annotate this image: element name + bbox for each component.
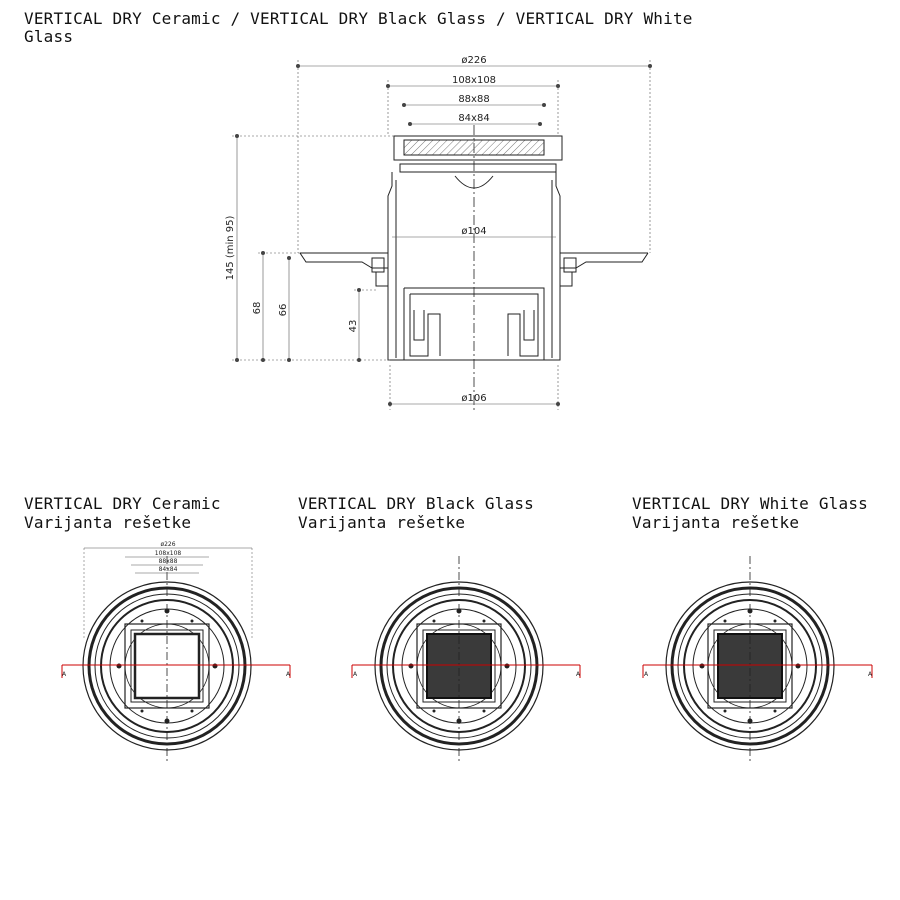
v1-dim-d226: ø226 [160,541,176,548]
variant-caption-black-glass [298,494,534,532]
flange-left [300,253,388,268]
cross-section-view [300,125,648,410]
top-view-white-glass [666,556,834,762]
dim-d106: ø106 [461,393,487,404]
dim-108: 108x108 [451,75,497,86]
section-marker-a: A [62,671,67,678]
variant-name: VERTICAL DRY Ceramic [24,494,221,513]
variant-name: VERTICAL DRY Black Glass [298,494,534,513]
section-marker-a: A [576,671,581,678]
variant-subtitle: Varijanta rešetke [632,513,800,532]
variant-caption-white-glass [632,494,868,532]
dim-84: 84x84 [458,113,490,124]
grate-tile [404,140,544,155]
flange-right [560,253,648,268]
section-marker-a: A [353,671,358,678]
section-marker-a: A [868,671,873,678]
dim-d226: ø226 [461,55,487,66]
grate-support [400,164,556,172]
variant-name: VERTICAL DRY White Glass [632,494,868,513]
dim-145: 145 (min 95) [225,215,236,281]
v1-dim-84: 84x84 [158,566,178,573]
variant-subtitle: Varijanta rešetke [24,513,192,532]
dim-66: 66 [278,303,289,317]
dimension-ticks [235,64,652,406]
variant-subtitle: Varijanta rešetke [298,513,466,532]
section-marker-a: A [644,671,649,678]
v1-dim-108: 108x108 [154,550,182,557]
dim-43: 43 [348,319,359,333]
section-marker-a: A [286,671,291,678]
top-view-black-glass [375,556,543,762]
variant-caption-ceramic [24,494,221,532]
top-view-ceramic [83,556,251,762]
section-dimensions [232,60,650,410]
dim-d104: ø104 [461,226,487,237]
v1-dim-88: 88x88 [158,558,178,565]
dim-68: 68 [252,301,263,315]
dim-88: 88x88 [458,94,490,105]
drawing-title: VERTICAL DRY Ceramic / VERTICAL DRY Black Glass / VERTICAL DRY White Glass [24,9,693,46]
